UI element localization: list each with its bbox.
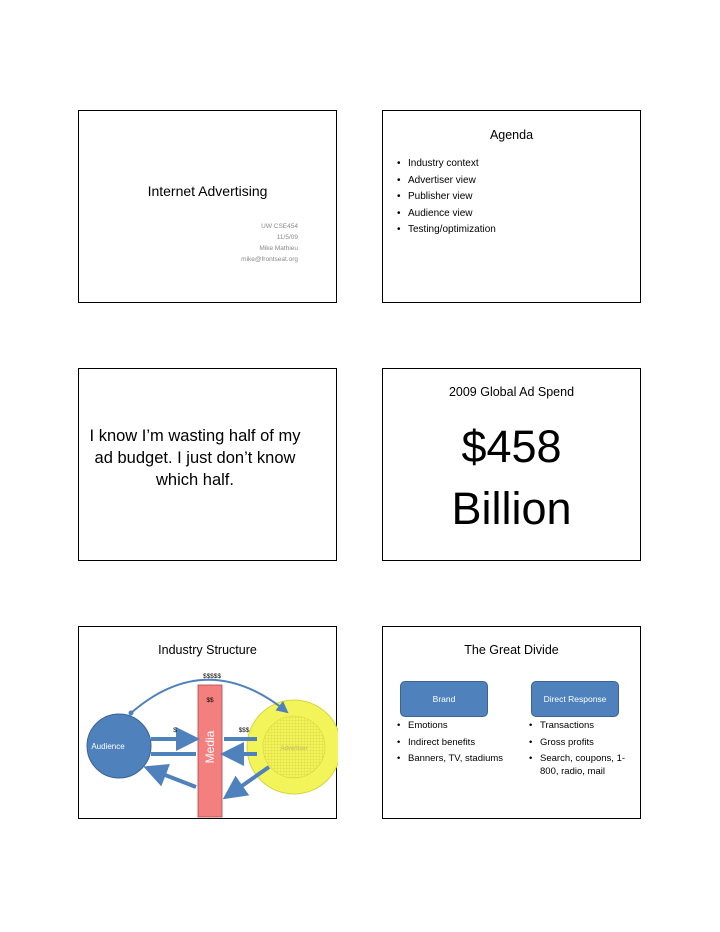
slide-heading: The Great Divide [464,643,559,657]
list-item: • Testing/optimization [397,222,496,239]
spend-unit: Billion [451,483,572,534]
slide-agenda [382,110,641,303]
brand-list [397,720,507,770]
arc-start-dot [129,711,134,716]
slide-great-divide [382,626,641,819]
list-item: • Audience view [397,206,496,223]
slide-title-card [78,110,337,303]
media-return-arrow [147,768,196,787]
list-item: • Transactions [529,720,639,733]
direct-response-box: Direct Response [531,681,619,717]
audience-label: Audience [91,742,125,751]
date-label: 11/5/09 [276,234,298,241]
slide-heading: 2009 Global Ad Spend [448,385,575,399]
media-money-label: $$ [206,697,214,704]
slide-heading: Agenda [489,128,534,142]
list-item: • Advertiser view [397,173,496,190]
list-item: • Industry context [397,156,496,173]
author-label: Mike Mathieu [259,245,298,252]
list-item: • Emotions [397,720,507,733]
agenda-list [397,156,496,239]
media-label: Media [203,730,217,764]
advertiser-money-label: $$$ [238,727,250,734]
presentation-title: Internet Advertising [147,183,268,199]
slide-ad-spend [382,368,641,561]
slide-quote [78,368,337,561]
direct-response-list [529,720,639,782]
email-label: mike@frontseat.org [241,256,298,263]
presentation-meta [241,221,298,265]
list-item: • Search, coupons, 1-800, radio, mail [529,753,639,778]
slide-heading: Industry Structure [158,643,257,657]
spend-amount: $458 [461,421,562,472]
brand-box: Brand [400,681,488,717]
list-item: • Publisher view [397,189,496,206]
list-item: • Gross profits [529,737,639,750]
audience-money-label: $ [173,727,177,734]
quote-text: I know I’m wasting half of my ad budget. I just don’t know which half. [89,427,301,489]
course-label: UW CSE454 [261,223,298,230]
advertiser-label: Advertiser [280,746,308,752]
list-item: • Banners, TV, stadiums [397,753,507,766]
top-money-label: $$$$$ [202,673,222,680]
slide-industry-structure [78,626,337,819]
industry-diagram [79,627,338,820]
list-item: • Indirect benefits [397,737,507,750]
